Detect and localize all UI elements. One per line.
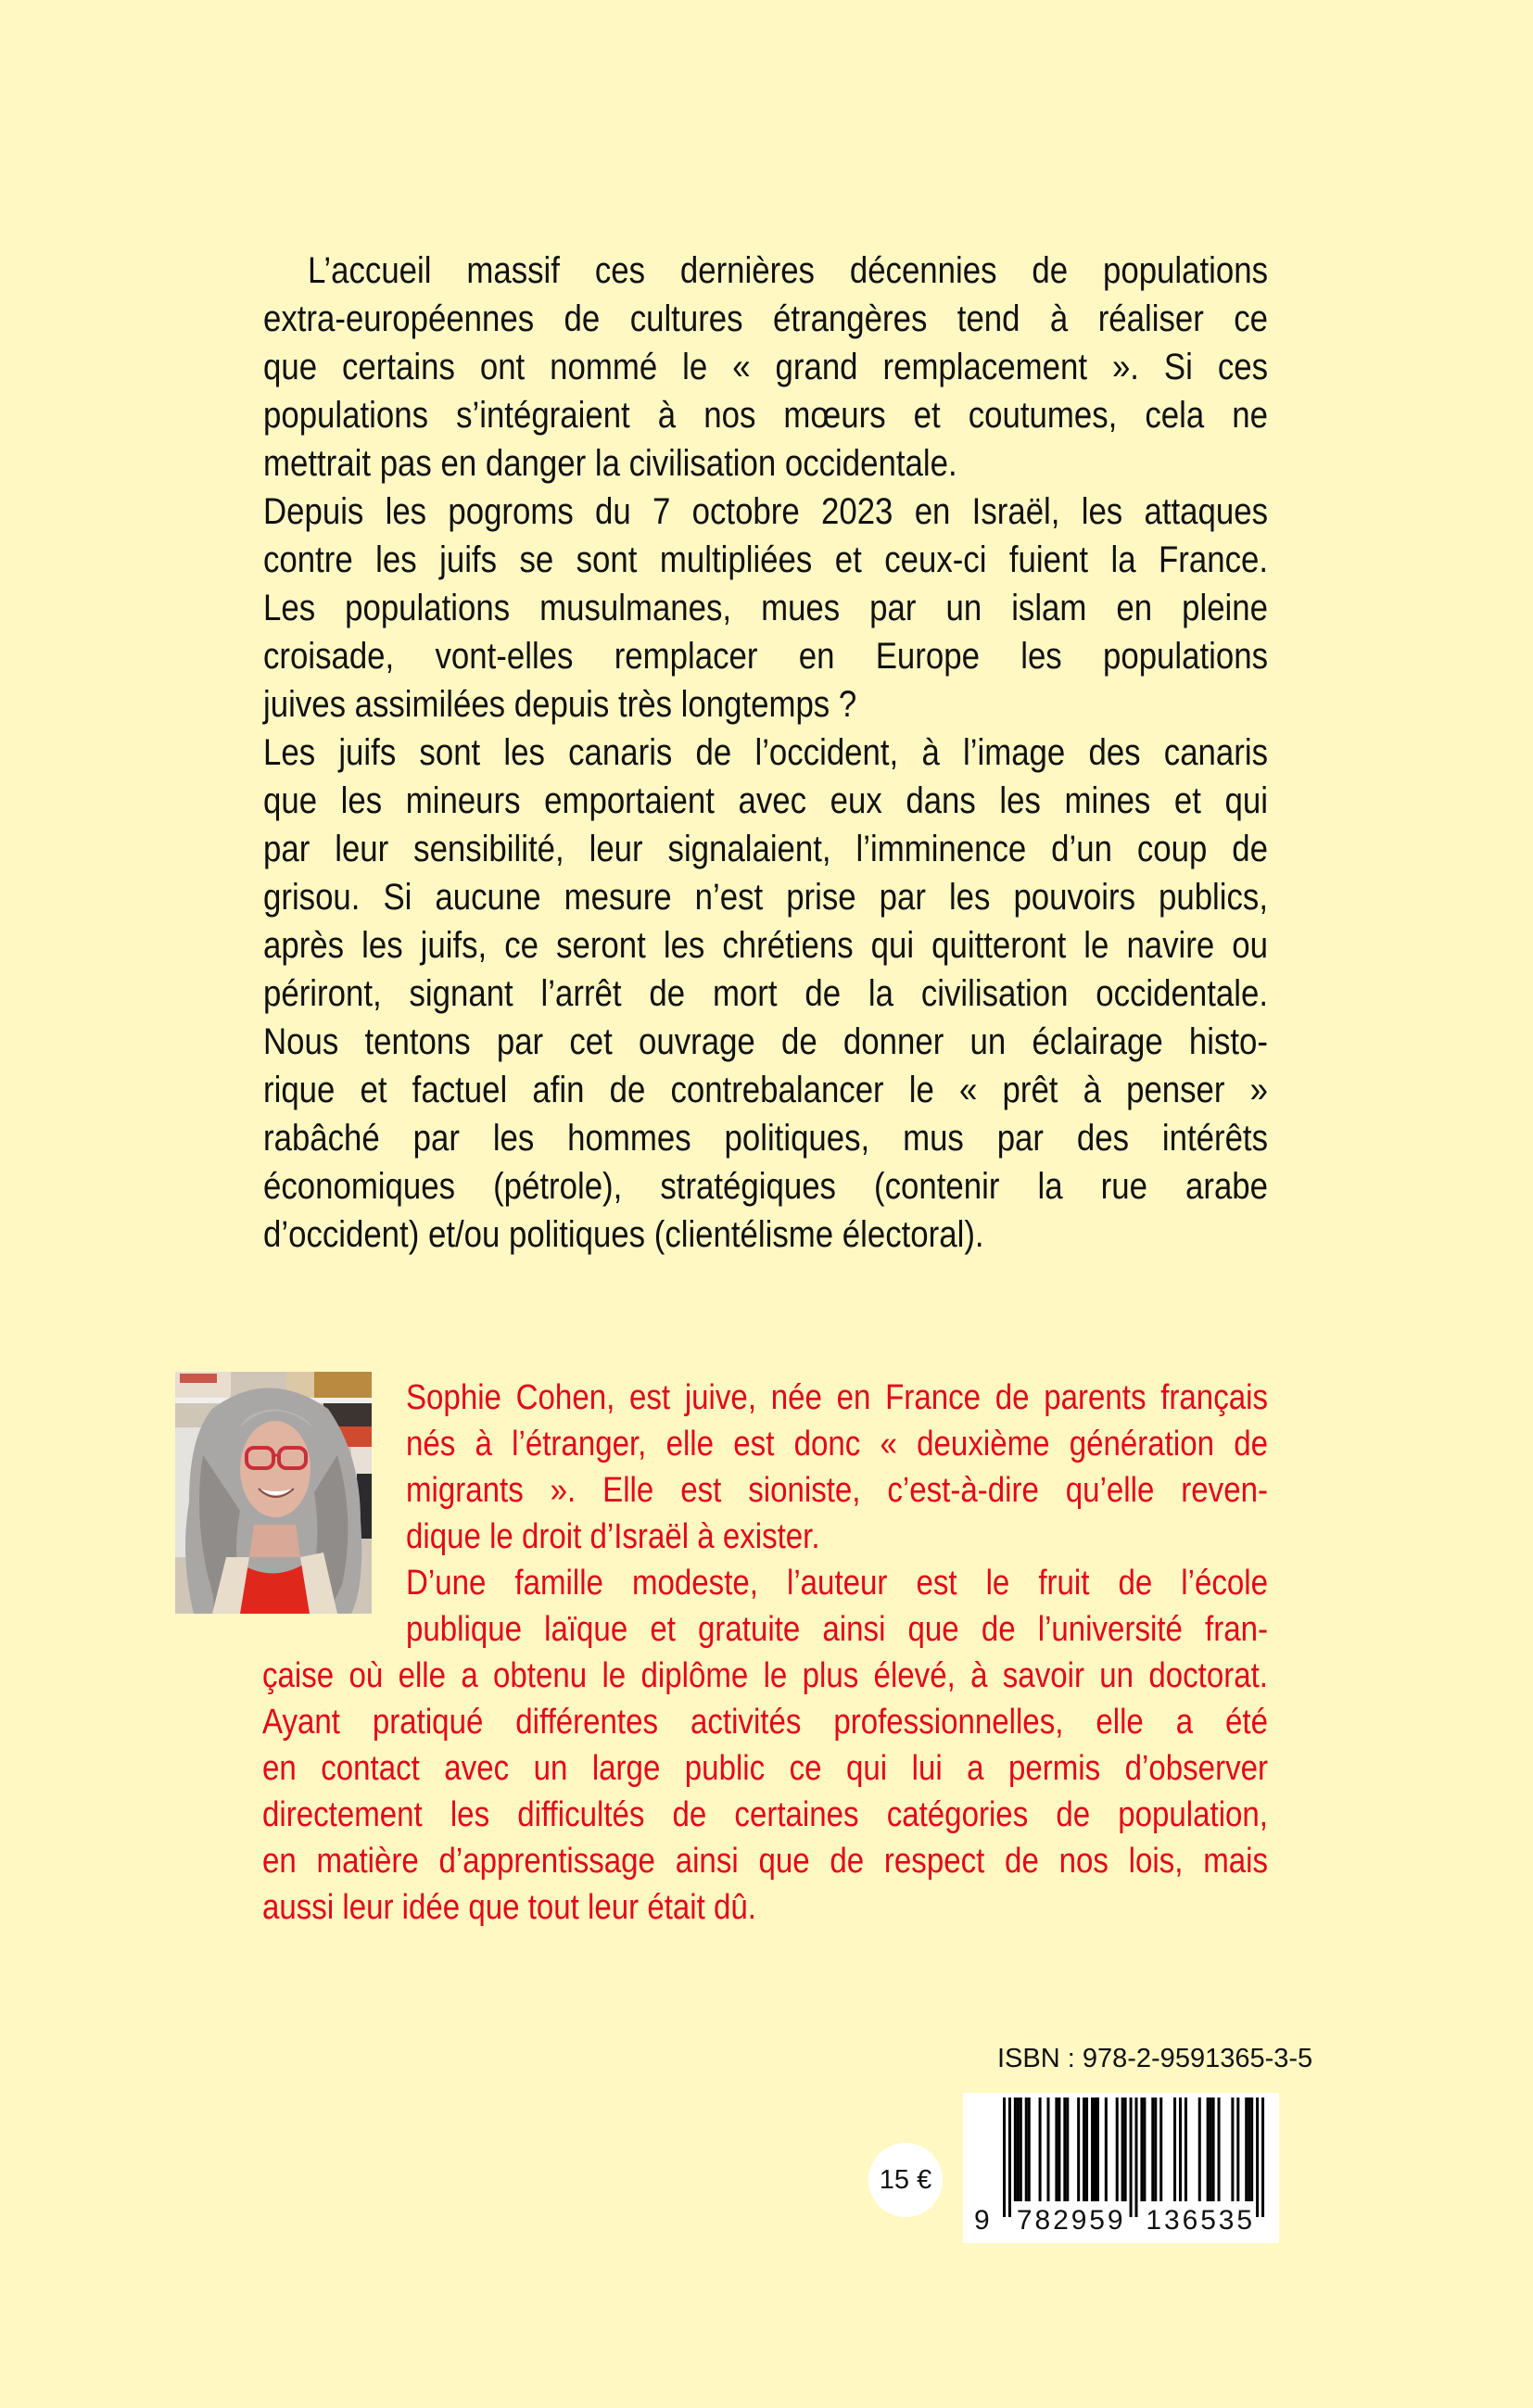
text-line: [263, 636, 1268, 684]
line-text: en matière d’apprentissage ainsi que de respect de nos lois, mais: [262, 1842, 1268, 1881]
line-text: dique le droit d’Israël à exister.: [406, 1517, 820, 1556]
price-label: 15 €: [879, 2164, 932, 2195]
line-text: D’une famille modeste, l’auteur est le fruit de l’école: [406, 1564, 1269, 1603]
text-line: [263, 395, 1268, 443]
line-text: mettrait pas en danger la civilisation occidentale.: [263, 443, 957, 484]
isbn-label: ISBN : 978-2-9591365-3-5: [997, 2044, 1313, 2073]
line-text: grisou. Si aucune mesure n’est prise par les pouvoirs publics,: [263, 877, 1268, 918]
text-line: [263, 829, 1268, 877]
barcode-first-digit: 9: [974, 2205, 990, 2236]
text-line: [263, 588, 1268, 636]
text-line: [262, 1795, 1268, 1844]
text-line: [263, 539, 1268, 588]
line-text: çaise où elle a obtenu le diplôme le plus élevé, à savoir un doctorat.: [262, 1656, 1268, 1695]
text-line: [263, 780, 1268, 829]
line-text: rabâché par les hommes politiques, mus par des intérêts: [263, 1118, 1268, 1159]
text-line: [263, 925, 1268, 973]
text-line: [263, 1021, 1268, 1070]
line-text: après les juifs, ce seront les chrétiens qui quitteront le navire ou: [263, 925, 1269, 966]
text-line: [406, 1425, 1268, 1473]
line-text: Les populations musulmanes, mues par un islam en pleine: [263, 588, 1269, 628]
line-text: Ayant pratiqué différentes activités professionnelles, elle a été: [262, 1703, 1268, 1742]
line-text: juives assimilées depuis très longtemps ?: [263, 684, 857, 725]
text-line: [263, 1118, 1268, 1166]
text-line: [263, 1214, 1268, 1262]
barcode-bars: [963, 2093, 1279, 2243]
line-text: Depuis les pogroms du 7 octobre 2023 en Israël, les attaques: [263, 491, 1268, 532]
line-text: croisade, vont-elles remplacer en Europe les populations: [263, 636, 1269, 677]
text-line: [263, 443, 1268, 491]
text-line: [262, 1656, 1268, 1705]
line-text: que certains ont nommé le « grand remplacement ». Si ces: [263, 347, 1268, 387]
line-text: Les juifs sont les canaris de l’occident, à l’image des canaris: [263, 732, 1268, 773]
portrait-image: [175, 1372, 372, 1614]
line-text: Sophie Cohen, est juive, née en France de parents français: [406, 1378, 1269, 1417]
text-line: [308, 250, 1268, 298]
barcode-left-digits: 782959: [1016, 2205, 1123, 2236]
text-line: [263, 684, 1268, 732]
text-line: [263, 298, 1268, 347]
text-line: [406, 1378, 1268, 1426]
line-text: extra-européennes de cultures étrangères tend à réaliser ce: [263, 298, 1269, 339]
line-text: rique et factuel afin de contrebalancer le « prêt à penser »: [263, 1070, 1268, 1110]
line-text: d’occident) et/ou politiques (clientélisme électoral).: [263, 1214, 984, 1255]
text-line: [406, 1517, 1268, 1565]
text-line: [263, 973, 1268, 1021]
text-line: [262, 1703, 1268, 1751]
line-text: en contact avec un large public ce qui lui a permis d’observer: [262, 1749, 1269, 1788]
line-text: migrants ». Elle est sioniste, c’est-à-dire qu’elle reven-: [406, 1471, 1269, 1510]
text-line: [263, 732, 1268, 780]
text-line: [263, 347, 1268, 395]
ean13-barcode: [963, 2093, 1279, 2243]
text-line: [263, 877, 1268, 925]
text-line: [262, 1888, 1268, 1936]
barcode-right-digits: 136535: [1146, 2205, 1253, 2236]
text-line: [263, 1166, 1268, 1214]
text-line: [406, 1610, 1268, 1658]
line-text: aussi leur idée que tout leur était dû.: [262, 1888, 756, 1927]
line-text: publique laïque et gratuite ainsi que de l’université fran-: [406, 1610, 1269, 1649]
price-badge: [868, 2143, 943, 2217]
line-text: économiques (pétrole), stratégiques (contenir la rue arabe: [263, 1166, 1269, 1207]
line-text: populations s’intégraient à nos mœurs et coutumes, cela ne: [263, 395, 1269, 436]
line-text: L’accueil massif ces dernières décennies de populations: [308, 250, 1269, 291]
text-line: [263, 1070, 1268, 1118]
text-line: [262, 1842, 1268, 1890]
line-text: directement les difficultés de certaines catégories de population,: [262, 1795, 1268, 1834]
text-line: [406, 1471, 1268, 1519]
author-photo: [175, 1372, 372, 1614]
text-line: [262, 1749, 1268, 1797]
line-text: Nous tentons par cet ouvrage de donner un éclairage histo-: [263, 1021, 1268, 1062]
line-text: contre les juifs se sont multipliées et ceux-ci fuient la France.: [263, 539, 1268, 580]
line-text: par leur sensibilité, leur signalaient, l’imminence d’un coup de: [263, 829, 1269, 869]
line-text: périront, signant l’arrêt de mort de la civilisation occidentale.: [263, 973, 1269, 1014]
line-text: que les mineurs emportaient avec eux dans les mines et qui: [263, 780, 1269, 821]
line-text: nés à l’étranger, elle est donc « deuxième génération de: [406, 1425, 1269, 1464]
text-line: [263, 491, 1268, 539]
text-line: [406, 1564, 1268, 1612]
